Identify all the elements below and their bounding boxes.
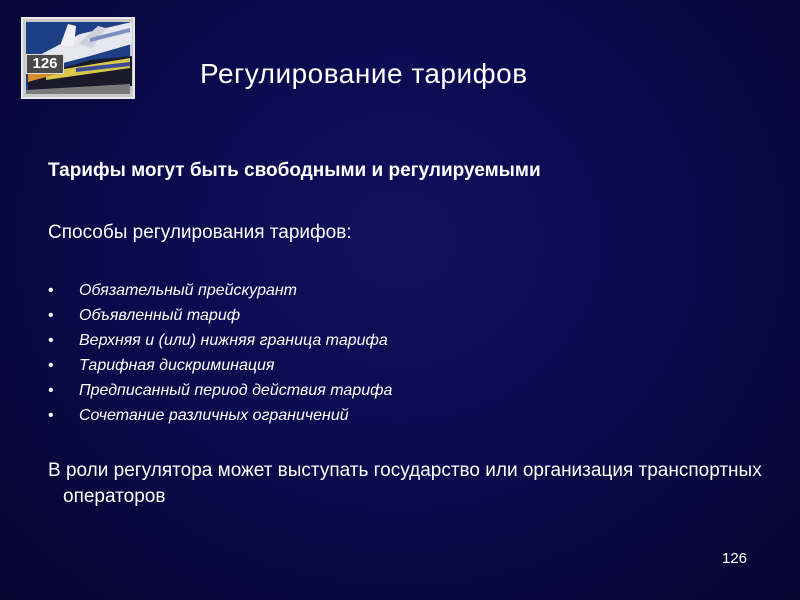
list-item	[48, 280, 392, 305]
list-item-text: Сочетание различных ограничений	[79, 407, 349, 424]
list-item	[48, 380, 392, 405]
list-item	[48, 330, 392, 355]
list-item	[48, 355, 392, 380]
bullet-marker: •	[48, 307, 54, 324]
list-item	[48, 405, 392, 430]
bullet-marker: •	[48, 332, 54, 349]
bullet-marker: •	[48, 282, 54, 299]
closing-statement: В роли регулятора может выступать государство или организация транспортных операторов	[48, 460, 762, 507]
list-item-text: Тарифная дискриминация	[79, 357, 275, 374]
slide-title: Регулирование тарифов	[200, 58, 528, 89]
list-item-text: Верхняя и (или) нижняя граница тарифа	[79, 332, 388, 349]
list-item	[48, 305, 392, 330]
methods-list	[48, 280, 392, 430]
page-number: 126	[722, 550, 748, 567]
methods-heading: Способы регулирования тарифов:	[48, 222, 352, 243]
airplane-train-logo-icon	[20, 16, 138, 100]
lead-statement: Тарифы могут быть свободными и регулируемыми	[48, 160, 541, 181]
logo-badge: 126	[26, 54, 64, 74]
bullet-marker: •	[48, 382, 54, 399]
list-item-text: Предписанный период действия тарифа	[79, 382, 393, 399]
bullet-marker: •	[48, 357, 54, 374]
bullet-marker: •	[48, 407, 54, 424]
list-item-text: Обязательный прейскурант	[79, 282, 298, 299]
list-item-text: Объявленный тариф	[79, 307, 241, 324]
